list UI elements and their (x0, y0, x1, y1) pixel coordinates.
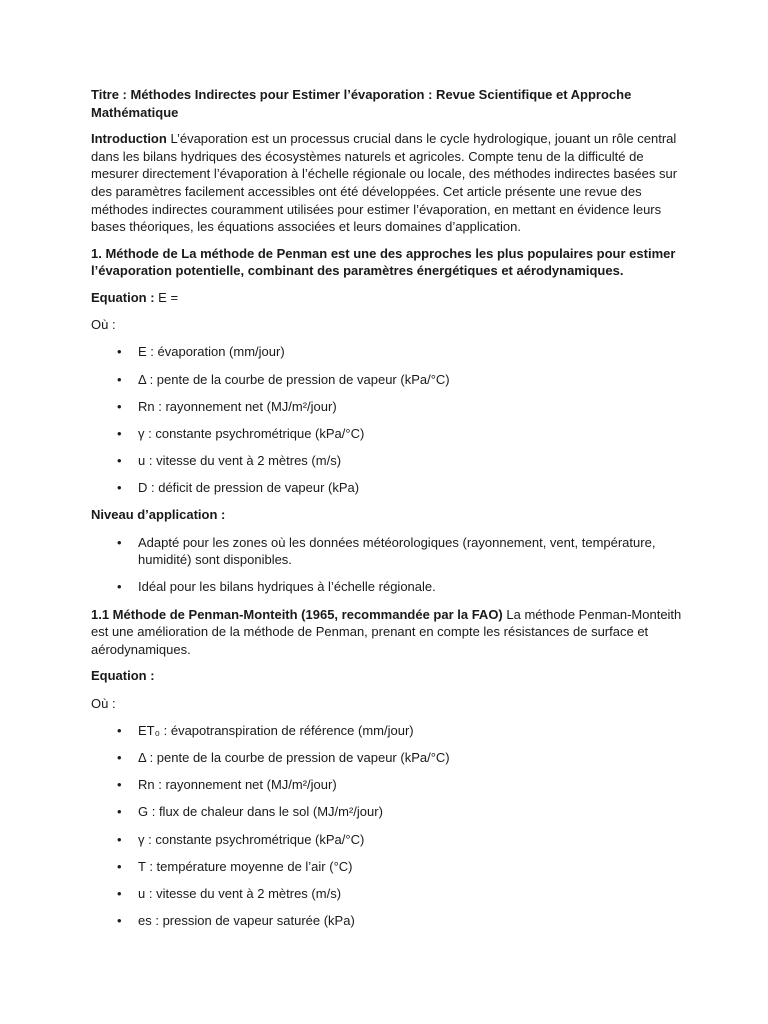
section11-text: La méthode Penman-Monteith est une amélioration de la méthode de Penman, prenant en compte les résistances de surface et aérodynamiques. (91, 606, 682, 657)
section1-application-label: Niveau d’application : (91, 507, 226, 523)
list-item: • Adapté pour les zones où les données météorologiques (rayonnement, vent, température, humidité) sont disponibles. (117, 534, 656, 568)
list-item: • u : vitesse du vent à 2 mètres (m/s) (117, 453, 342, 469)
bullet-icon: • (117, 534, 122, 550)
list-item: • Idéal pour les bilans hydriques à l’échelle régionale. (117, 579, 436, 595)
bullet-icon: • (117, 722, 122, 738)
bullet-icon: • (117, 579, 122, 595)
section11-variable-list (91, 722, 683, 930)
intro-paragraph (91, 130, 683, 236)
list-item: • Δ : pente de la courbe de pression de vapeur (kPa/°C) (117, 749, 450, 765)
document-title: Titre : Méthodes Indirectes pour Estimer l’évaporation : Revue Scientifique et Approche Mathématique (91, 87, 632, 120)
bullet-icon: • (117, 831, 122, 847)
bullet-icon: • (117, 453, 122, 469)
section11-heading: 1.1 Méthode de Penman-Monteith (1965, recommandée par la FAO) (91, 606, 503, 622)
section1-equation-value: E = (154, 289, 179, 305)
list-item: • D : déficit de pression de vapeur (kPa) (117, 480, 360, 496)
list-item: • E : évaporation (mm/jour) (117, 344, 285, 360)
list-item: • ET₀ : évapotranspiration de référence (mm/jour) (117, 722, 414, 738)
bullet-icon: • (117, 398, 122, 414)
list-item: • γ : constante psychrométrique (kPa/°C) (117, 831, 365, 847)
bullet-icon: • (117, 777, 122, 793)
bullet-icon: • (117, 804, 122, 820)
bullet-icon: • (117, 913, 122, 929)
intro-label: Introduction (91, 131, 167, 147)
section11-paragraph (91, 606, 683, 659)
bullet-icon: • (117, 749, 122, 765)
list-item: • es : pression de vapeur saturée (kPa) (117, 913, 355, 929)
list-item: • G : flux de chaleur dans le sol (MJ/m²/jour) (117, 804, 383, 820)
section1-equation (91, 289, 683, 307)
bullet-icon: • (117, 344, 122, 360)
section1-application-list (91, 534, 683, 596)
list-item: • u : vitesse du vent à 2 mètres (m/s) (117, 885, 342, 901)
section1-equation-label: Equation : (91, 289, 155, 305)
bullet-icon: • (117, 425, 122, 441)
section11-equation-label: Equation : (91, 668, 155, 684)
list-item: • Rn : rayonnement net (MJ/m²/jour) (117, 777, 337, 793)
document-body (91, 86, 683, 939)
section1-variable-list (91, 343, 683, 497)
section11-ou: Où : (91, 695, 116, 711)
list-item: • Rn : rayonnement net (MJ/m²/jour) (117, 398, 337, 414)
bullet-icon: • (117, 858, 122, 874)
section1-heading: 1. Méthode de La méthode de Penman est une des approches les plus populaires pour estimer l’évaporation potentielle, combinant des paramètres énergétiques et aérodynamiques. (91, 245, 676, 279)
bullet-icon: • (117, 371, 122, 387)
bullet-icon: • (117, 480, 122, 496)
intro-text: L’évaporation est un processus crucial dans le cycle hydrologique, jouant un rôle central dans les bilans hydriques des écosystèmes naturels et agricoles. Compte tenu de la difficulté de mesurer directement l’évaporation à l’échelle régionale ou locale, des méthodes indirectes basées sur des paramètres facilement accessibles ont été développées. Cet article présente une revue des méthodes indirectes couramment utilisées pour estimer l’évaporation, en mettant en évidence leurs bases théoriques, les équations associées et leurs domaines d’application. (91, 131, 678, 235)
section1-ou: Où : (91, 317, 116, 333)
list-item: • γ : constante psychrométrique (kPa/°C) (117, 425, 365, 441)
bullet-icon: • (117, 885, 122, 901)
list-item: • T : température moyenne de l’air (°C) (117, 858, 353, 874)
list-item: • Δ : pente de la courbe de pression de vapeur (kPa/°C) (117, 371, 450, 387)
